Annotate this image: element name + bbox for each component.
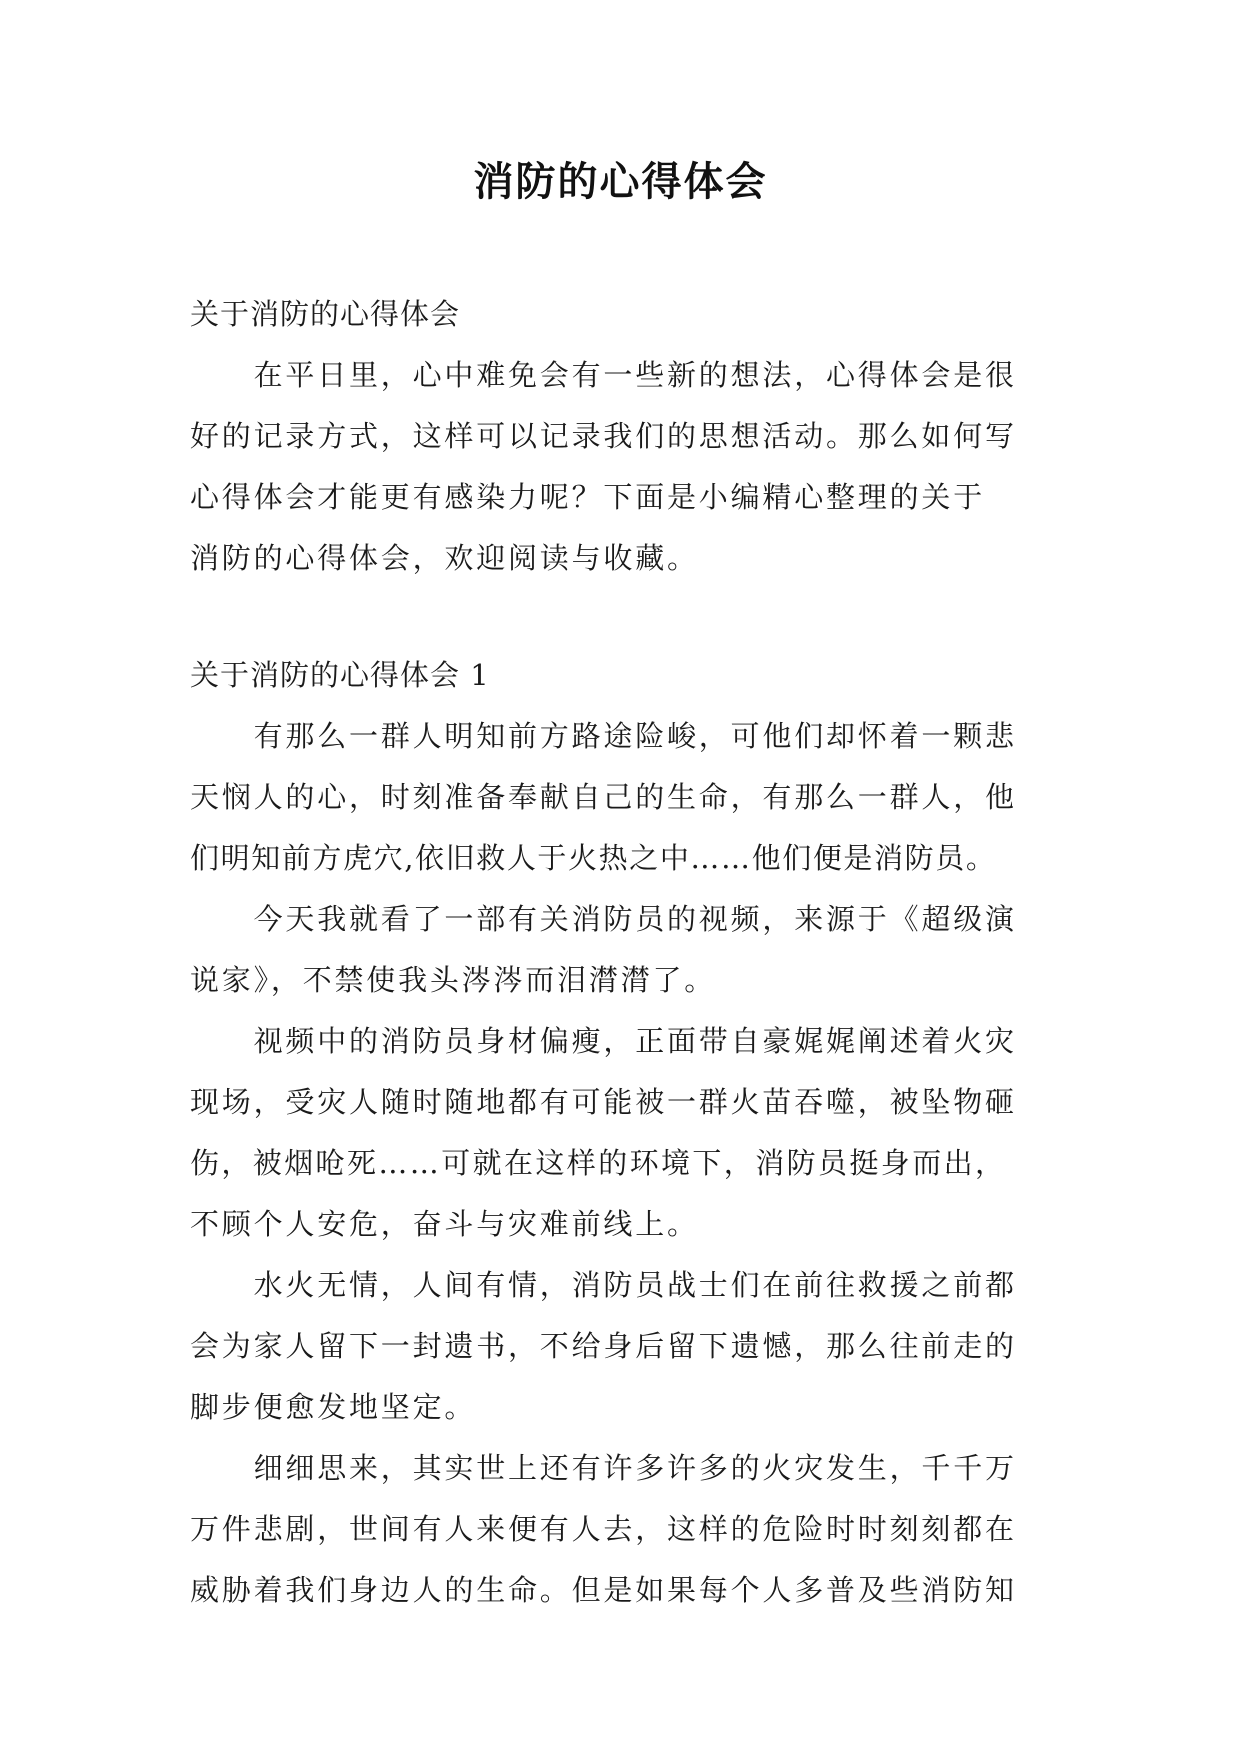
paragraph-line: 万件悲剧，世间有人来便有人去，这样的危险时时刻刻都在 [190,1512,1017,1546]
paragraph-line: 说家》，不禁使我头涔涔而泪潸潸了。 [190,963,717,997]
paragraph-line: 细细思来，其实世上还有许多许多的火灾发生，千千万 [190,1451,1017,1485]
paragraph-line: 们明知前方虎穴,依旧救人于火热之中……他们便是消防员。 [190,841,997,875]
paragraph-line: 今天我就看了一部有关消防员的视频，来源于《超级演 [190,902,1017,936]
paragraph-line: 好的记录方式，这样可以记录我们的思想活动。那么如何写 [190,419,1017,453]
paragraph-line: 会为家人留下一封遗书，不给身后留下遗憾，那么往前走的 [190,1329,1017,1363]
paragraph-line: 视频中的消防员身材偏瘦，正面带自豪娓娓阐述着火灾 [190,1024,1017,1058]
paragraph-line: 威胁着我们身边人的生命。但是如果每个人多普及些消防知 [190,1573,1017,1607]
paragraph-line: 消防的心得体会，欢迎阅读与收藏。 [190,541,699,575]
paragraph-line: 在平日里，心中难免会有一些新的想法，心得体会是很 [190,358,1017,392]
paragraph-line: 现场，受灾人随时随地都有可能被一群火苗吞噬，被坠物砸 [190,1085,1017,1119]
section-heading-intro: 关于消防的心得体会 [190,297,461,331]
paragraph-line: 心得体会才能更有感染力呢？下面是小编精心整理的关于 [190,480,986,514]
paragraph-line: 不顾个人安危，奋斗与灾难前线上。 [190,1207,699,1241]
paragraph-line: 脚步便愈发地坚定。 [190,1390,477,1424]
document-title: 消防的心得体会 [473,159,768,205]
section-heading-1: 关于消防的心得体会 1 [190,658,490,692]
paragraph-line: 天悯人的心，时刻准备奉献自己的生命，有那么一群人，他 [190,780,1017,814]
paragraph-line: 伤，被烟呛死……可就在这样的环境下，消防员挺身而出， [190,1146,1007,1180]
paragraph-line: 水火无情，人间有情，消防员战士们在前往救援之前都 [190,1268,1017,1302]
paragraph-line: 有那么一群人明知前方路途险峻，可他们却怀着一颗悲 [190,719,1017,753]
